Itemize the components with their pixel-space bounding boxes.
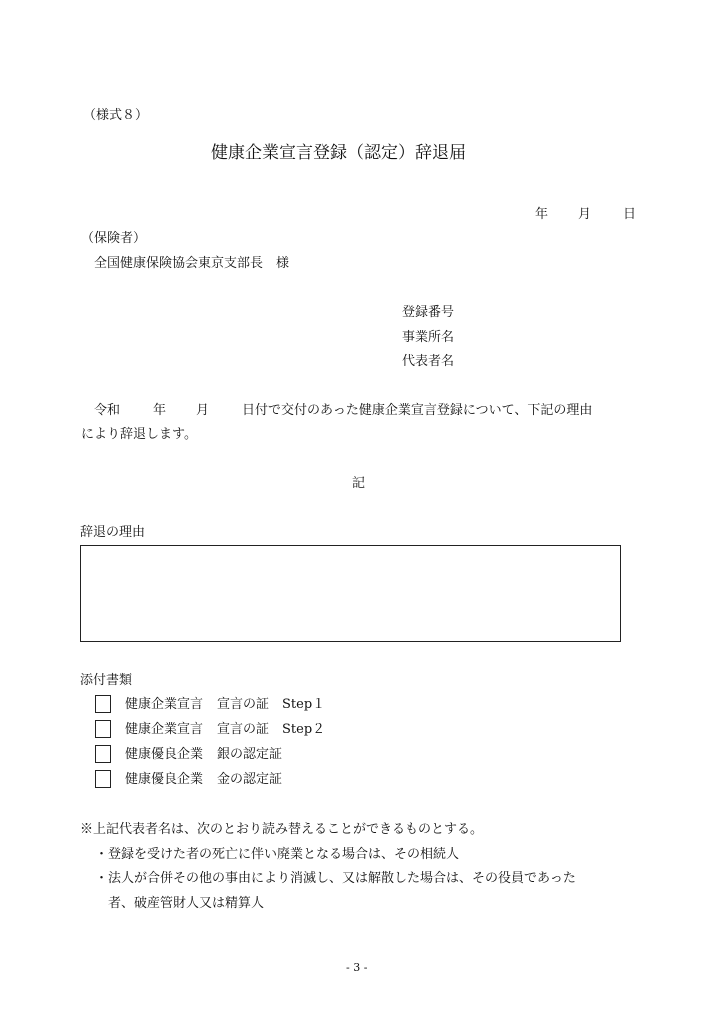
attachment-item: 銀の認定証 [217, 747, 283, 762]
attachment-text [125, 748, 282, 761]
attachment-category: 健康企業宣言 [125, 722, 204, 737]
attachment-item: 宣言の証 Step１ [217, 697, 326, 712]
reason-value [81, 546, 620, 558]
document-title: 健康企業宣言登録（認定）辞退届 [211, 143, 466, 163]
date-day: 日 [623, 207, 637, 222]
addressee: 全国健康保険協会東京支部長 様 [94, 256, 290, 271]
reason-box[interactable] [80, 545, 621, 642]
attachment-item: 金の認定証 [217, 772, 283, 787]
office-name-label: 事業所名 [402, 330, 455, 345]
attachments-label: 添付書類 [80, 673, 133, 688]
attachment-category: 健康企業宣言 [125, 697, 204, 712]
note-bullet-1: ・登録を受けた者の死亡に伴い廃業となる場合は、その相続人 [95, 847, 460, 862]
body-line2: により辞退します。 [81, 427, 197, 442]
attachment-category: 健康優良企業 [125, 772, 204, 787]
representative-name-label: 代表者名 [402, 354, 455, 369]
attachment-checkbox[interactable] [95, 770, 111, 788]
attachment-checkbox[interactable] [95, 720, 111, 738]
insurer-label: （保険者） [81, 231, 147, 246]
era-label: 令和 [94, 403, 121, 418]
attachment-category: 健康優良企業 [125, 747, 204, 762]
note-bullet-2-line1: ・法人が合併その他の事由により消滅し、又は解散した場合は、その役員であった [95, 871, 576, 886]
attachment-item: 宣言の証 Step２ [217, 722, 326, 737]
attachment-text [125, 773, 282, 786]
page-number: - 3 - [346, 961, 368, 974]
attachment-text [125, 723, 325, 736]
attachment-checkbox[interactable] [95, 745, 111, 763]
body-line1-rest: 日付で交付のあった健康企業宣言登録について、下記の理由 [242, 403, 593, 418]
body-year: 年 [153, 403, 167, 418]
ki-heading: 記 [352, 476, 366, 491]
date-month: 月 [578, 207, 592, 222]
reason-label: 辞退の理由 [80, 525, 146, 540]
body-month: 月 [196, 403, 210, 418]
attachment-checkbox[interactable] [95, 695, 111, 713]
note-main: ※上記代表者名は、次のとおり読み替えることができるものとする。 [80, 822, 484, 837]
date-year: 年 [535, 207, 549, 222]
form-number: （様式８） [83, 108, 149, 123]
note-bullet-2-line2: 者、破産管財人又は精算人 [108, 896, 265, 911]
attachment-text [125, 698, 325, 711]
registration-number-label: 登録番号 [402, 305, 455, 320]
